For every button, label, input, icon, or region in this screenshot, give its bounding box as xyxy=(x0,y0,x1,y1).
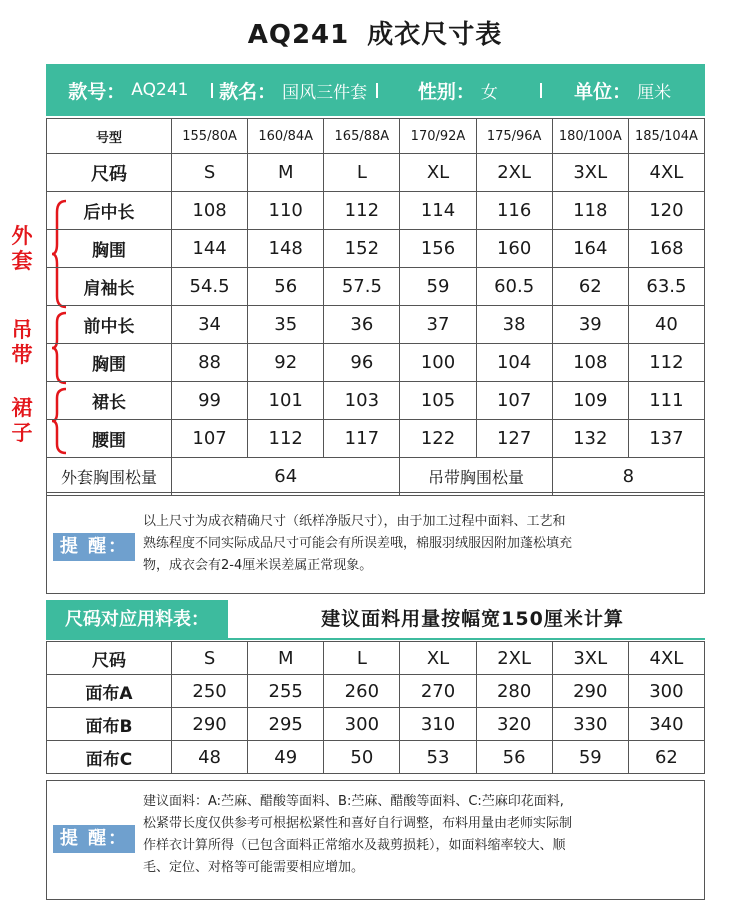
value-cell: 37 xyxy=(400,306,476,344)
table-row xyxy=(47,382,705,420)
table-row xyxy=(47,154,705,192)
size-cell: 3XL xyxy=(552,642,628,675)
ease-label-cami: 吊带胸围松量 xyxy=(400,458,552,496)
value-cell: 280 xyxy=(476,675,552,708)
value-cell: 250 xyxy=(172,675,248,708)
value-cell: 107 xyxy=(476,382,552,420)
size-cell: 4XL xyxy=(628,154,704,192)
value-cell: 105 xyxy=(400,382,476,420)
value-cell: 34 xyxy=(172,306,248,344)
value-cell: 38 xyxy=(476,306,552,344)
value-cell: 114 xyxy=(400,192,476,230)
size-cell: 4XL xyxy=(628,642,704,675)
value-cell: 164 xyxy=(552,230,628,268)
value-cell: 320 xyxy=(476,708,552,741)
row-label: 面布A xyxy=(47,675,172,708)
table-row xyxy=(47,642,705,675)
value-cell: 96 xyxy=(324,344,400,382)
table-row xyxy=(47,420,705,458)
table-row xyxy=(47,708,705,741)
value-cell: 117 xyxy=(324,420,400,458)
row-label: 尺码 xyxy=(47,154,172,192)
row-label: 号型 xyxy=(47,119,172,154)
value-cell: 62 xyxy=(552,268,628,306)
value-cell: 109 xyxy=(552,382,628,420)
value-cell: 39 xyxy=(552,306,628,344)
value-cell: 56 xyxy=(476,741,552,774)
value-cell: 260 xyxy=(324,675,400,708)
reminder-badge: 提 醒： xyxy=(53,533,135,561)
value-cell: 300 xyxy=(628,675,704,708)
value-cell: 111 xyxy=(628,382,704,420)
info-unit: 单位： 厘米 xyxy=(540,77,705,104)
value-cell: 101 xyxy=(248,382,324,420)
row-label: 胸围 xyxy=(47,230,172,268)
value-cell: 295 xyxy=(248,708,324,741)
value-cell: 310 xyxy=(400,708,476,741)
reminder-badge: 提 醒： xyxy=(53,825,135,853)
size-cell: S xyxy=(172,642,248,675)
row-label: 裙长 xyxy=(47,382,172,420)
value-cell: 60.5 xyxy=(476,268,552,306)
table-row xyxy=(47,230,705,268)
model-cell: 160/84A xyxy=(248,119,324,154)
value-cell: 137 xyxy=(628,420,704,458)
group-label-skirt: 裙 子 xyxy=(11,396,33,445)
model-cell: 155/80A xyxy=(172,119,248,154)
material-header-rule xyxy=(228,638,705,640)
value-cell: 108 xyxy=(172,192,248,230)
value-cell: 112 xyxy=(628,344,704,382)
value-cell: 40 xyxy=(628,306,704,344)
value-cell: 59 xyxy=(552,741,628,774)
size-cell: 2XL xyxy=(476,154,552,192)
value-cell: 290 xyxy=(552,675,628,708)
row-label: 肩袖长 xyxy=(47,268,172,306)
title-code: AQ241 xyxy=(247,20,350,50)
size-chart-body xyxy=(47,119,705,496)
reminder-text: 建议面料：A:苎麻、醋酸等面料、B:苎麻、醋酸等面料、C:苎麻印花面料, 松紧带长度仅供参考可根据松紧性和喜好自行调整，布料用量由老师实际制 作样衣计算所得（已包含面料正常缩水及裁剪损耗），如面料缩率较大、顺 毛、定位、对格等可能需要相应增加。 xyxy=(143,794,573,875)
size-cell: XL xyxy=(400,154,476,192)
value-cell: 88 xyxy=(172,344,248,382)
material-table-header: 尺码对应用料表： xyxy=(46,600,228,640)
page-title xyxy=(0,14,750,51)
value-cell: 53 xyxy=(400,741,476,774)
size-chart-table xyxy=(46,118,705,496)
value-cell: 62 xyxy=(628,741,704,774)
product-info-bar xyxy=(46,64,705,116)
row-label: 腰围 xyxy=(47,420,172,458)
table-row xyxy=(47,268,705,306)
value-cell: 112 xyxy=(324,192,400,230)
value-cell: 160 xyxy=(476,230,552,268)
group-label-coat: 外 套 xyxy=(11,224,33,273)
table-row xyxy=(47,192,705,230)
value-cell: 99 xyxy=(172,382,248,420)
value-cell: 255 xyxy=(248,675,324,708)
value-cell: 108 xyxy=(552,344,628,382)
value-cell: 36 xyxy=(324,306,400,344)
ease-value-cami: 8 xyxy=(552,458,704,496)
value-cell: 104 xyxy=(476,344,552,382)
row-label: 面布B xyxy=(47,708,172,741)
reminder-box-size xyxy=(46,492,705,594)
table-row xyxy=(47,675,705,708)
model-cell: 165/88A xyxy=(324,119,400,154)
value-cell: 56 xyxy=(248,268,324,306)
value-cell: 49 xyxy=(248,741,324,774)
size-cell: L xyxy=(324,642,400,675)
material-subtitle: 建议面料用量按幅宽150厘米计算 xyxy=(321,608,624,630)
row-label: 后中长 xyxy=(47,192,172,230)
reminder-text: 以上尺寸为成衣精确尺寸（纸样净版尺寸），由于加工过程中面料、工艺和 熟练程度不同实际成品尺寸可能会有所误差哦，棉服羽绒服因附加蓬松填充 物，成衣会有2-4厘米误差属正常现象。 xyxy=(143,514,573,573)
value-cell: 270 xyxy=(400,675,476,708)
value-cell: 156 xyxy=(400,230,476,268)
model-cell: 185/104A xyxy=(628,119,704,154)
model-cell: 170/92A xyxy=(400,119,476,154)
value-cell: 59 xyxy=(400,268,476,306)
value-cell: 54.5 xyxy=(172,268,248,306)
size-cell: S xyxy=(172,154,248,192)
table-row xyxy=(47,458,705,496)
row-label: 尺码 xyxy=(47,642,172,675)
size-cell: M xyxy=(248,642,324,675)
reminder-box-material xyxy=(46,780,705,900)
value-cell: 118 xyxy=(552,192,628,230)
ease-label-coat: 外套胸围松量 xyxy=(47,458,172,496)
value-cell: 148 xyxy=(248,230,324,268)
model-cell: 180/100A xyxy=(552,119,628,154)
value-cell: 340 xyxy=(628,708,704,741)
info-gender: 性别： 女 xyxy=(376,77,541,104)
title-text: 成衣尺寸表 xyxy=(367,20,503,50)
value-cell: 116 xyxy=(476,192,552,230)
value-cell: 168 xyxy=(628,230,704,268)
value-cell: 50 xyxy=(324,741,400,774)
size-cell: XL xyxy=(400,642,476,675)
value-cell: 48 xyxy=(172,741,248,774)
size-cell: L xyxy=(324,154,400,192)
value-cell: 300 xyxy=(324,708,400,741)
value-cell: 110 xyxy=(248,192,324,230)
value-cell: 127 xyxy=(476,420,552,458)
row-label: 胸围 xyxy=(47,344,172,382)
value-cell: 63.5 xyxy=(628,268,704,306)
size-cell: M xyxy=(248,154,324,192)
value-cell: 120 xyxy=(628,192,704,230)
material-table xyxy=(46,641,705,774)
value-cell: 330 xyxy=(552,708,628,741)
value-cell: 144 xyxy=(172,230,248,268)
size-cell: 3XL xyxy=(552,154,628,192)
model-cell: 175/96A xyxy=(476,119,552,154)
value-cell: 290 xyxy=(172,708,248,741)
value-cell: 103 xyxy=(324,382,400,420)
row-label: 前中长 xyxy=(47,306,172,344)
table-row xyxy=(47,119,705,154)
row-label: 面布C xyxy=(47,741,172,774)
ease-value-coat: 64 xyxy=(172,458,400,496)
table-row xyxy=(47,741,705,774)
material-table-body xyxy=(47,642,705,774)
value-cell: 35 xyxy=(248,306,324,344)
table-row xyxy=(47,306,705,344)
value-cell: 132 xyxy=(552,420,628,458)
value-cell: 57.5 xyxy=(324,268,400,306)
size-cell: 2XL xyxy=(476,642,552,675)
info-style-no: 款号： AQ241 xyxy=(68,80,189,103)
table-row xyxy=(47,344,705,382)
value-cell: 107 xyxy=(172,420,248,458)
group-label-cami: 吊 带 xyxy=(11,318,33,367)
value-cell: 100 xyxy=(400,344,476,382)
value-cell: 152 xyxy=(324,230,400,268)
value-cell: 92 xyxy=(248,344,324,382)
info-style-name: 款名： 国风三件套 xyxy=(211,77,376,104)
value-cell: 122 xyxy=(400,420,476,458)
value-cell: 112 xyxy=(248,420,324,458)
